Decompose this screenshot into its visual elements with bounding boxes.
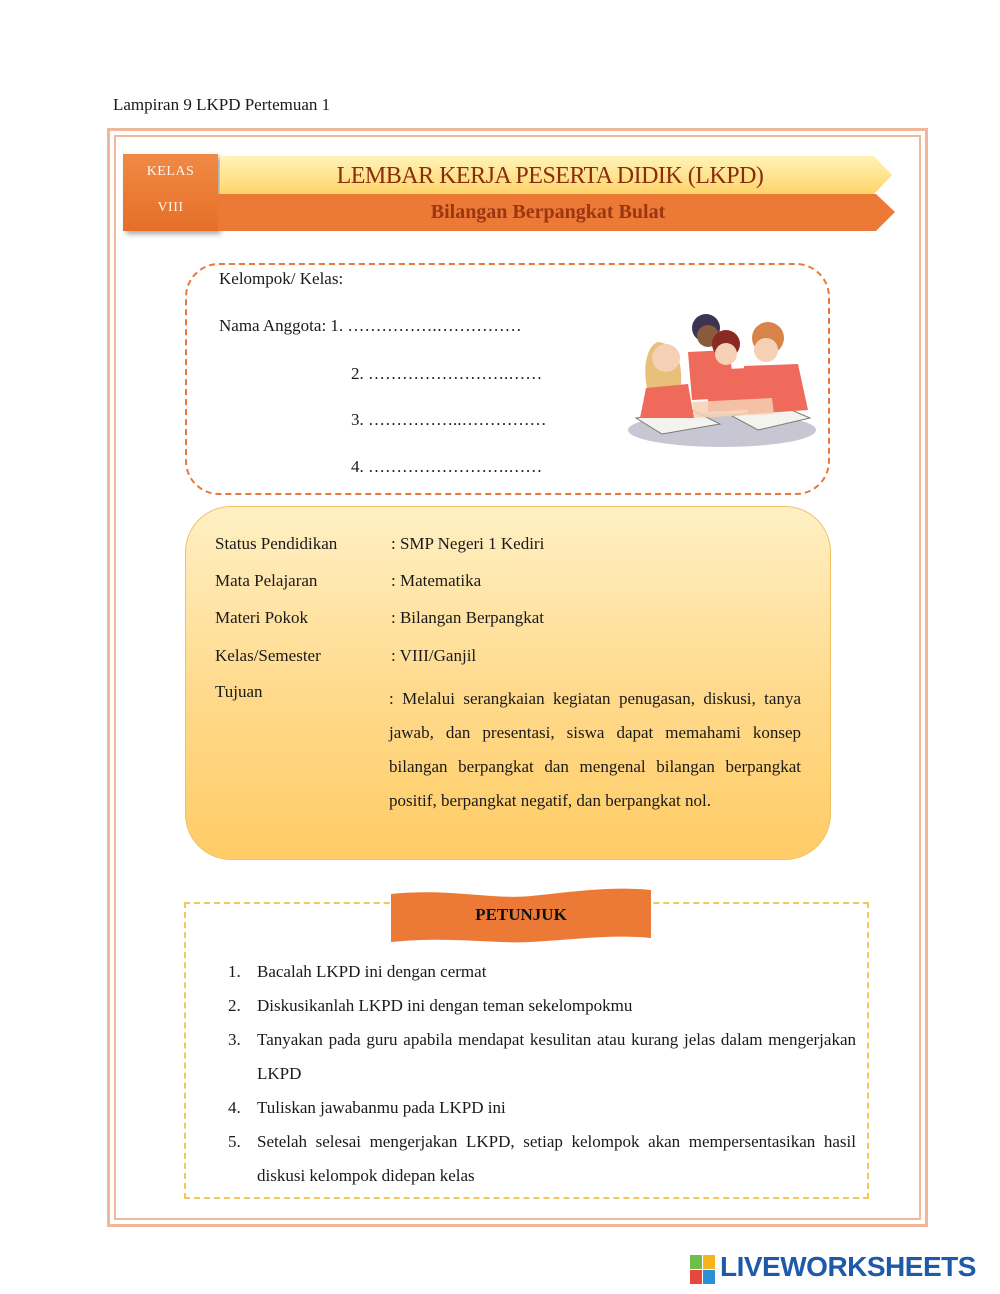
liveworksheets-logo-icon[interactable] bbox=[690, 1255, 716, 1285]
list-item bbox=[228, 1023, 856, 1091]
status-value: : SMP Negeri 1 Kediri bbox=[391, 534, 545, 553]
petunjuk-title: PETUNJUK bbox=[475, 905, 567, 924]
materi-value: : Bilangan Berpangkat bbox=[391, 608, 544, 627]
member-line: 4. …………………….…… bbox=[351, 457, 543, 476]
list-item-text: Tuliskan jawabanmu pada LKPD ini bbox=[257, 1098, 506, 1117]
students-studying-illustration bbox=[622, 306, 818, 448]
list-item bbox=[228, 955, 856, 989]
materi-label: Materi Pokok bbox=[215, 608, 309, 627]
tujuan-value: : Melalui serangkaian kegiatan penugasan, diskusi, tanya jawab, dan presentasi, siswa dapat memahami konsep bilangan berpangkat dan mengenal bilangan berpangkat positif, berpangkat negatif, dan berpangkat nol. bbox=[389, 689, 801, 810]
list-item-number: 4. bbox=[228, 1098, 241, 1117]
list-item-text: Tanyakan pada guru apabila mendapat kesulitan atau kurang jelas dalam mengerjakan LKPD bbox=[257, 1030, 856, 1083]
kelas-badge-value: VIII bbox=[157, 200, 184, 215]
list-item-text: Bacalah LKPD ini dengan cermat bbox=[257, 962, 487, 981]
list-item-number: 5. bbox=[228, 1132, 241, 1151]
liveworksheets-logo-text[interactable]: LIVEWORKSHEETS bbox=[720, 1251, 976, 1282]
mapel-label: Mata Pelajaran bbox=[215, 571, 318, 590]
member-line: 2. …………………….…… bbox=[351, 364, 543, 383]
kelas-badge bbox=[123, 154, 218, 231]
nama-anggota-label: Nama Anggota: 1. …………….…………… bbox=[219, 316, 522, 335]
worksheet-title: LEMBAR KERJA PESERTA DIDIK (LKPD) bbox=[336, 163, 764, 189]
member-line: 3. ……………..…………… bbox=[351, 410, 547, 429]
mapel-value: : Matematika bbox=[391, 571, 482, 590]
list-item-number: 3. bbox=[228, 1030, 241, 1049]
list-item-text: Diskusikanlah LKPD ini dengan teman sekelompokmu bbox=[257, 996, 633, 1015]
kelas-semester-label: Kelas/Semester bbox=[215, 646, 321, 665]
list-item-text: Setelah selesai mengerjakan LKPD, setiap kelompok akan mempersentasikan hasil diskusi kelompok didepan kelas bbox=[257, 1132, 856, 1185]
list-item bbox=[228, 1125, 856, 1193]
list-item-number: 1. bbox=[228, 962, 241, 981]
worksheet-subtitle: Bilangan Berpangkat Bulat bbox=[430, 201, 666, 223]
list-item bbox=[228, 989, 856, 1023]
list-item bbox=[228, 1091, 856, 1125]
page-caption: Lampiran 9 LKPD Pertemuan 1 bbox=[113, 95, 331, 114]
tujuan-label: Tujuan bbox=[215, 682, 263, 701]
petunjuk-list bbox=[228, 955, 856, 1193]
status-label: Status Pendidikan bbox=[215, 534, 338, 553]
kelompok-label: Kelompok/ Kelas: bbox=[219, 269, 344, 288]
list-item-number: 2. bbox=[228, 996, 241, 1015]
kelas-semester-value: : VIII/Ganjil bbox=[391, 646, 477, 665]
kelas-badge-label: KELAS bbox=[146, 164, 195, 179]
